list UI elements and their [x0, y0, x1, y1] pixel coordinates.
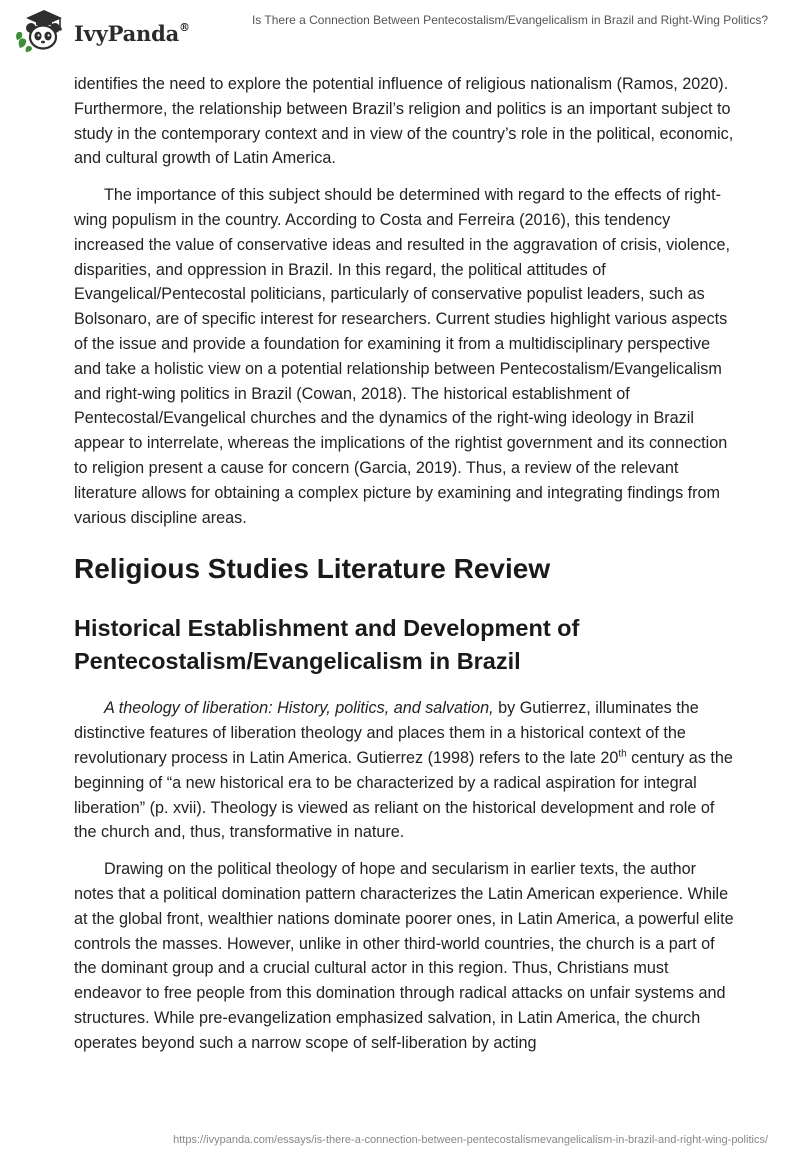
- paragraph-continuation: identifies the need to explore the potential influence of religious nationalism (Ramos, 2020). Furthermore, the relationship between Brazil’s religion and politics is an important subject to study in the contemporary context and in view of the country’s role in the political, economic, and cultural growth of Latin America.: [74, 75, 734, 168]
- panda-graduate-icon: [14, 6, 70, 56]
- document-title: Is There a Connection Between Pentecostalism/Evangelicalism in Brazil and Right-Wing Politics?: [251, 13, 768, 27]
- subsection-heading: Historical Establishment and Development of Pentecostalism/Evangelicalism in Brazil: [74, 615, 580, 675]
- brand-name: IvyPanda®: [74, 20, 190, 46]
- section-heading: Religious Studies Literature Review: [74, 553, 551, 585]
- source-url-link[interactable]: https://ivypanda.com/essays/is-there-a-connection-between-pentecostalismevangelicalism-in-brazil-and-right-wing-politics/: [173, 1134, 768, 1146]
- paragraph-gutierrez: A theology of liberation: History, politics, and salvation, by Gutierrez, illuminates the distinctive features of liberation theology and places them in a historical context of the revolutionary process in Latin America. Gutierrez (1998) refers to the late 20th century as the beginning of “a new historical era to be characterized by a radical aspiration for integral liberation” (p. xvii). Theology is viewed as reliant on the historical development and role of the church and, thus, transformative in nature.: [74, 699, 733, 842]
- essay-content: [74, 72, 734, 1068]
- book-title: A theology of liberation: History, politics, and salvation,: [104, 699, 494, 718]
- page-header: [0, 0, 800, 62]
- paragraph-political-theology: Drawing on the political theology of hope and secularism in earlier texts, the author notes that a political domination pattern characterizes the Latin American experience. While at the global front, wealthier nations dominate poorer ones, in Latin America, a powerful elite controls the masses. However, unlike in other third-world countries, the church is a part of the dominant group and a crucial cultural actor in this region. Thus, Christians must endeavor to free people from this domination through radical attacks on unfair systems and structures. While pre-evangelization emphasized salvation, in Latin America, the church operates beyond such a narrow scope of self-liberation by acting: [74, 860, 734, 1052]
- paragraph-importance: The importance of this subject should be determined with regard to the effects of right-wing populism in the country. According to Costa and Ferreira (2016), this tendency increased the value of conservative ideas and resulted in the aggravation of crisis, violence, disparities, and oppression in Brazil. In this regard, the political attitudes of Evangelical/Pentecostal politicians, particularly of conservative populist leaders, such as Bolsonaro, are of specific interest for researchers. Current studies highlight various aspects of the issue and provide a foundation for examining it from a multidisciplinary perspective and take a holistic view on a potential relationship between Pentecostalism/Evangelicalism and right-wing politics in Brazil (Cowan, 2018). The historical establishment of Pentecostal/Evangelical churches and the dynamics of the right-wing ideology in Brazil appear to interrelate, whereas the implications of the rightist government and its connection to religion present a cause for concern (Garcia, 2019). Thus, a review of the relevant literature allows for obtaining a complex picture by examining and integrating findings from various discipline areas.: [74, 186, 730, 527]
- ivypanda-logo[interactable]: [14, 6, 190, 56]
